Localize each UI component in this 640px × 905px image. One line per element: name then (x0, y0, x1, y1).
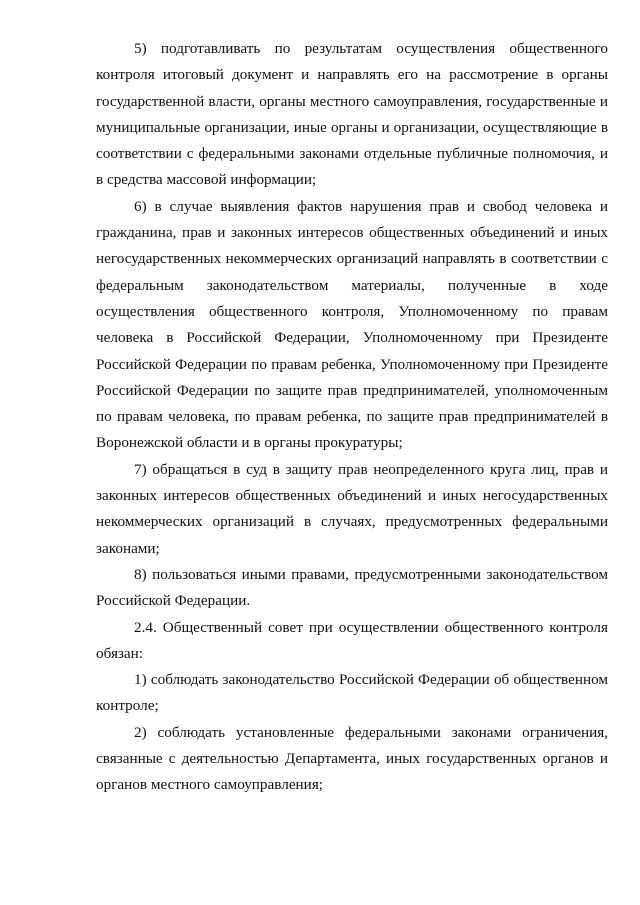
section-2-4-paragraph: 2.4. Общественный совет при осуществлении общественного контроля обязан: (96, 618, 608, 662)
item-7-paragraph: 7) обращаться в суд в защиту прав неопределенного круга лиц, прав и законных интересов общественных объединений и иных негосударственных некоммерческих организаций в случаях, предусмотренных федеральными законами; (96, 460, 608, 557)
duty-2-paragraph: 2) соблюдать установленные федеральными законами ограничения, связанные с деятельностью Департамента, иных государственных органов и органов местного самоуправления; (96, 723, 608, 794)
item-6-paragraph: 6) в случае выявления фактов нарушения прав и свобод человека и гражданина, прав и законных интересов общественных объединений и иных негосударственных некоммерческих организаций направлять в соответствии с федеральным законодательством материалы, полученные в ходе осуществления общественного контроля, Уполномоченному по правам человека в Российской Федерации, Уполномоченному при Президенте Российской Федерации по правам ребенка, Уполномоченному при Президенте Российской Федерации по защите прав предпринимателей, уполномоченным по правам человека, по правам ребенка, по защите прав предпринимателей в Воронежской области и в органы прокуратуры; (96, 197, 608, 452)
item-8-paragraph: 8) пользоваться иными правами, предусмотренными законодательством Российской Федерации. (96, 565, 608, 610)
document-page (96, 36, 608, 799)
duty-1-paragraph: 1) соблюдать законодательство Российской Федерации об общественном контроле; (96, 671, 608, 715)
item-5-paragraph: 5) подготавливать по результатам осуществления общественного контроля итоговый документ и направлять его на рассмотрение в органы государственной власти, органы местного самоуправления, государственные и муниципальные организации, иные органы и организации, осуществляющие в соответствии с федеральными законами отдельные публичные полномочия, и в средства массовой информации; (96, 40, 608, 189)
